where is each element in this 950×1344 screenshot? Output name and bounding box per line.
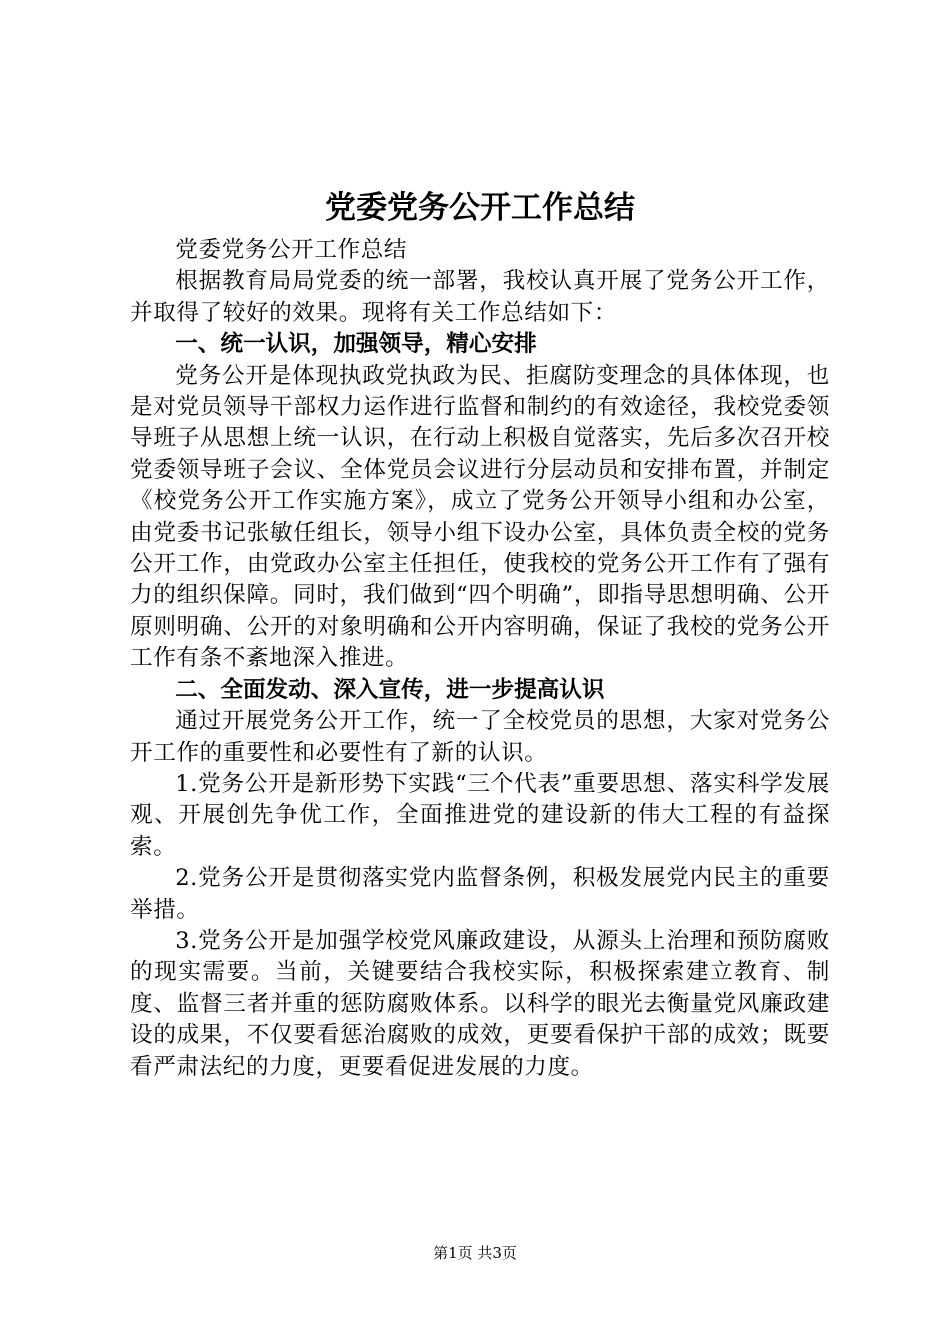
document-title: 党委党务公开工作总结 — [325, 190, 635, 226]
page-number: 第1页 共3页 — [433, 1244, 517, 1262]
section-heading-1: 一、统一认识，加强领导，精心安排 — [175, 331, 537, 358]
paragraph-intro: 根据教育局局党委的统一部署，我校认真开展了党务公开工作，并取得了较好的效果。现将有关工作总结如下： — [130, 268, 830, 326]
paragraph-section-2-intro: 通过开展党务公开工作，统一了全校党员的思想，大家对党务公开工作的重要性和必要性有了新的认识。 — [130, 708, 830, 766]
paragraph-section-1: 党务公开是体现执政党执政为民、拒腐防变理念的具体体现，也是对党员领导干部权力运作进行监督和制约的有效途径，我校党委领导班子从思想上统一认识，在行动上积极自觉落实，先后多次召开校党委领导班子会议、全体党员会议进行分层动员和安排布置，并制定《校党务公开工作实施方案》，成立了党务公开领导小组和办公室，由党委书记张敏任组长，领导小组下设办公室，具体负责全校的党务公开工作，由党政办公室主任担任，使我校的党务公开工作有了强有力的组织保障。同时，我们做到“四个明确”，即指导思想明确、公开原则明确、公开的对象明确和公开内容明确，保证了我校的党务公开工作有条不紊地深入推进。 — [130, 362, 830, 672]
section-heading-2: 二、全面发动、深入宣传，进一步提高认识 — [175, 676, 605, 703]
page-footer — [0, 1243, 950, 1263]
paragraph-item-2: 2.党务公开是贯彻落实党内监督条例，积极发展党内民主的重要举措。 — [130, 865, 830, 923]
paragraph-item-1: 1.党务公开是新形势下实践“三个代表”重要思想、落实科学发展观、开展创先争优工作，全面推进党的建设新的伟大工程的有益探索。 — [130, 770, 830, 860]
paragraph-subtitle: 党委党务公开工作总结 — [175, 237, 408, 263]
paragraph-item-3: 3.党务公开是加强学校党风廉政建设，从源头上治理和预防腐败的现实需要。当前，关键要结合我校实际，积极探索建立教育、制度、监督三者并重的惩防腐败体系。以科学的眼光去衡量党风廉政建设的成果，不仅要看惩治腐败的成效，更要看保护干部的成效；既要看严肃法纪的力度，更要看促进发展的力度。 — [130, 927, 830, 1080]
document-body — [130, 235, 830, 1083]
